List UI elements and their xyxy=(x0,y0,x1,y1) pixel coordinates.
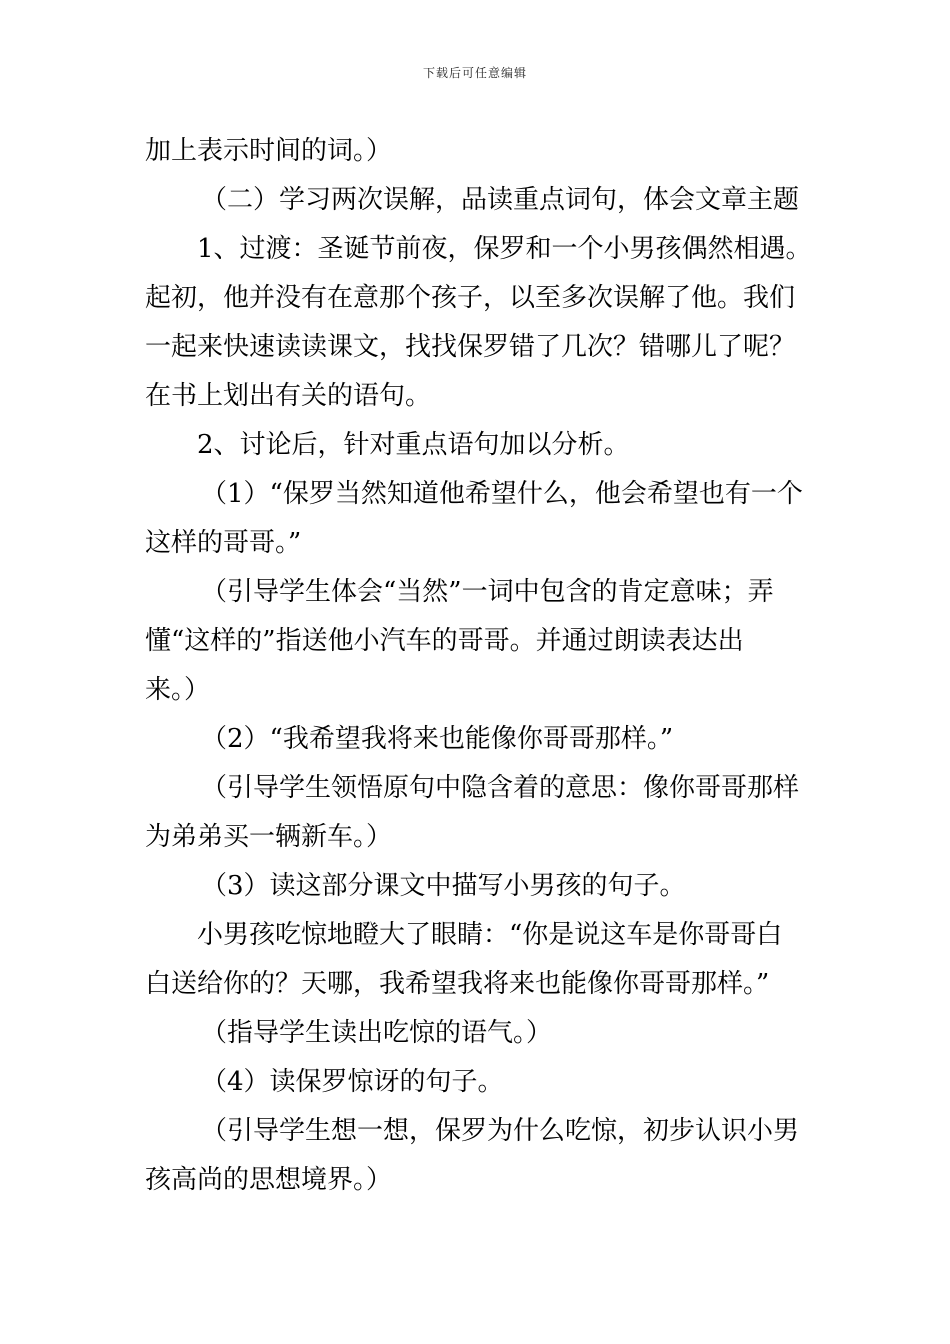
document-body xyxy=(145,127,812,1205)
text-line: 白送给你的？天哪，我希望我将来也能像你哥哥那样。” xyxy=(145,969,770,999)
text-line: 懂“这样的”指送他小汽车的哥哥。并通过朗读表达出 xyxy=(145,626,744,656)
text-line: （2）“我希望我将来也能像你哥哥那样。” xyxy=(201,724,674,754)
text-line: 一起来快速读读课文，找找保罗错了几次？错哪儿了呢？ xyxy=(145,332,796,362)
text-line: 来。） xyxy=(145,675,211,705)
text-line: 这样的哥哥。” xyxy=(145,528,302,558)
text-line: （1）“保罗当然知道他希望什么，他会希望也有一个 xyxy=(201,479,803,509)
text-line: 1、过渡：圣诞节前夜，保罗和一个小男孩偶然相遇。 xyxy=(197,234,812,264)
text-line: 在书上划出有关的语句。 xyxy=(145,381,432,411)
text-line: 孩高尚的思想境界。） xyxy=(145,1165,393,1195)
text-line: 起初，他并没有在意那个孩子，以至多次误解了他。我们 xyxy=(145,283,796,313)
text-line: 小男孩吃惊地瞪大了眼睛：“你是说这车是你哥哥白 xyxy=(197,920,783,950)
page-header: 下载后可任意编辑 xyxy=(422,66,527,80)
text-line: （3）读这部分课文中描写小男孩的句子。 xyxy=(201,871,686,901)
text-line: （4）读保罗惊讶的句子。 xyxy=(201,1067,504,1097)
text-line: （引导学生领悟原句中隐含着的意思：像你哥哥那样 xyxy=(201,773,800,803)
text-line: （引导学生体会“当然”一词中包含的肯定意味；弄 xyxy=(201,577,774,607)
text-line: 为弟弟买一辆新车。） xyxy=(145,822,393,852)
section-heading: （二）学习两次误解，品读重点词句，体会文章主题 xyxy=(201,185,800,215)
text-line: （指导学生读出吃惊的语气。） xyxy=(201,1018,553,1048)
text-line: 2、讨论后，针对重点语句加以分析。 xyxy=(197,430,630,460)
text-line: （引导学生想一想，保罗为什么吃惊，初步认识小男 xyxy=(201,1116,800,1146)
text-line: 加上表示时间的词。） xyxy=(145,136,393,166)
